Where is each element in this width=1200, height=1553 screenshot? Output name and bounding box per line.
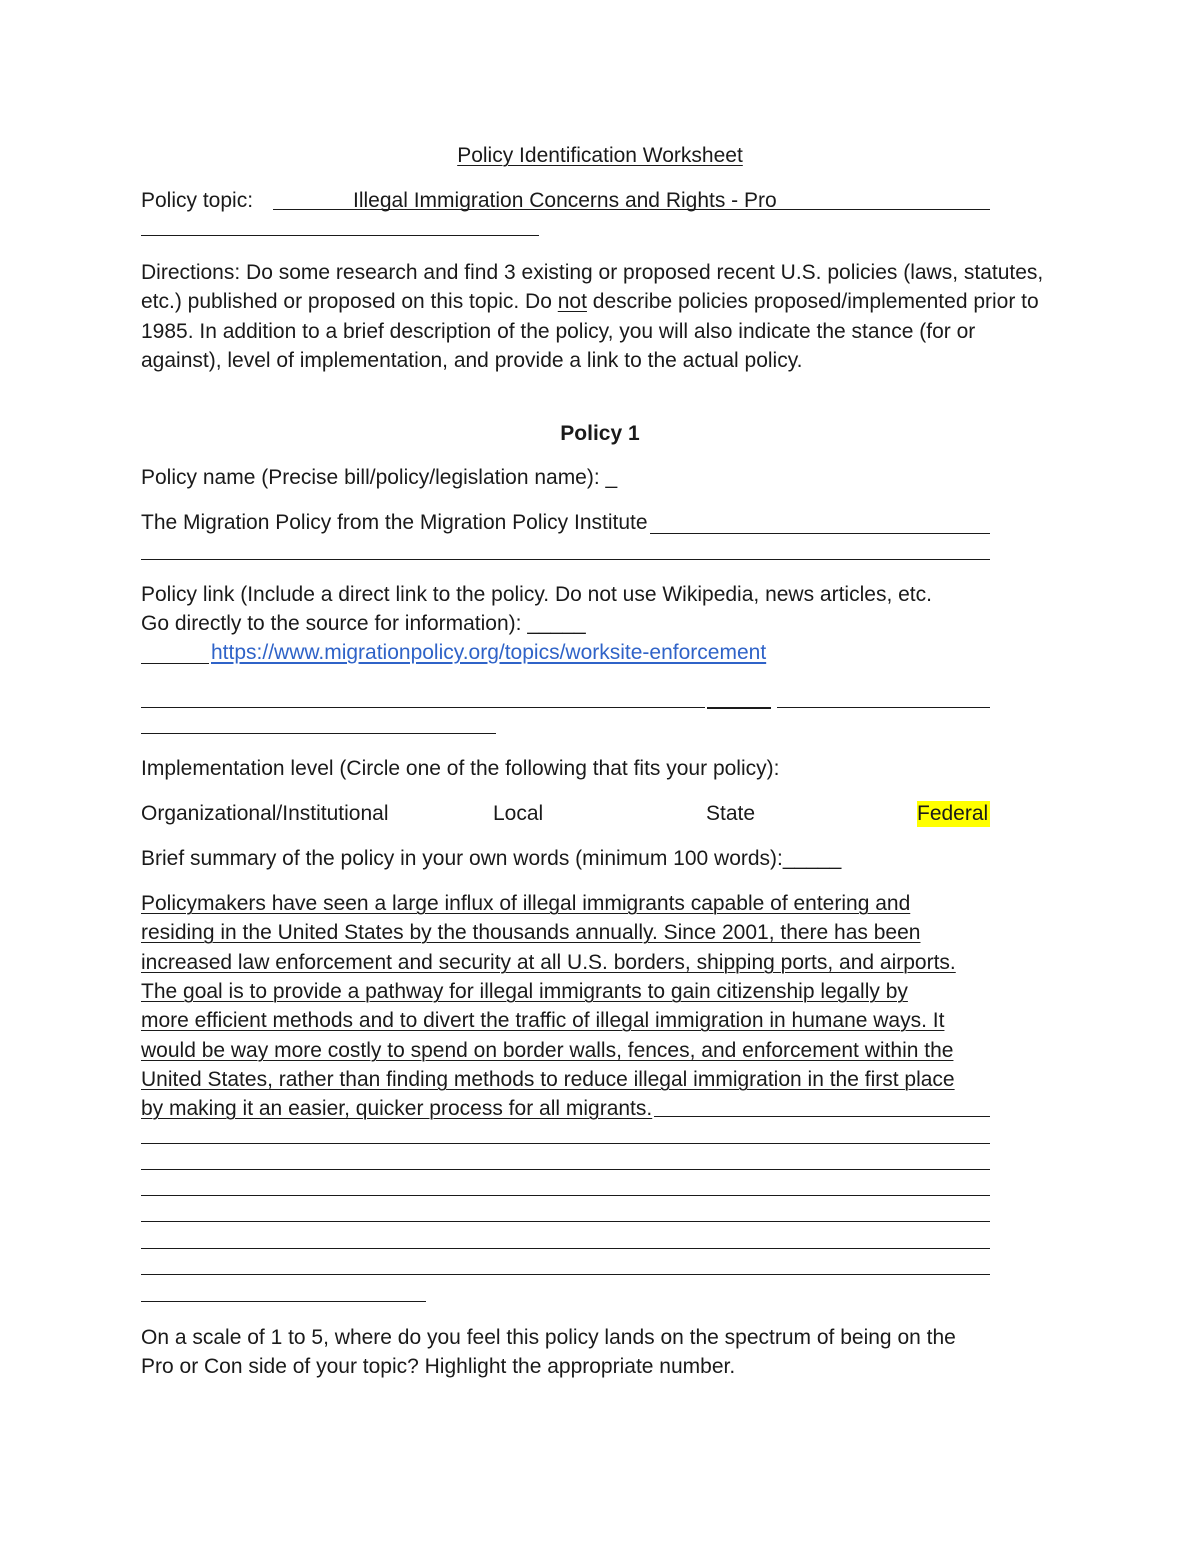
scale-question-line-1: On a scale of 1 to 5, where do you feel this policy lands on the spectrum of being on the bbox=[141, 1326, 956, 1349]
implementation-option-state[interactable]: State bbox=[706, 802, 756, 825]
policy-heading: Policy 1 bbox=[560, 422, 640, 445]
summary-line: residing in the United States by the thousands annually. Since 2001, there has been bbox=[141, 921, 921, 944]
directions-paragraph bbox=[141, 258, 1061, 376]
topic-value: Illegal Immigration Concerns and Rights - Pro bbox=[353, 189, 777, 212]
directions-text-2: describe policies proposed/implemented prior to 1985. In addition to a brief description of the policy, you will also indicate the stance (for or against), level of implementation, and provide a link to the actual policy. bbox=[141, 290, 1039, 373]
summary-line: would be way more costly to spend on border walls, fences, and enforcement within the bbox=[141, 1039, 954, 1062]
directions-not-emphasis: not bbox=[557, 290, 587, 314]
implementation-option-local[interactable]: Local bbox=[493, 802, 544, 825]
implementation-option-organizational[interactable]: Organizational/Institutional bbox=[141, 802, 389, 825]
topic-label: Policy topic: bbox=[141, 189, 254, 212]
summary-blank-line-short bbox=[141, 1301, 426, 1302]
summary-blank-line bbox=[141, 1195, 990, 1196]
implementation-option-federal[interactable]: Federal bbox=[917, 802, 989, 825]
policy-link-blank-line-c bbox=[777, 707, 990, 708]
summary-line: United States, rather than finding methods to reduce illegal immigration in the first place bbox=[141, 1068, 955, 1091]
summary-blank-line bbox=[141, 1274, 990, 1275]
implementation-label: Implementation level (Circle one of the following that fits your policy): bbox=[141, 757, 780, 780]
policy-name-value: The Migration Policy from the Migration Policy Institute bbox=[141, 511, 648, 534]
summary-blank-line bbox=[141, 1221, 990, 1222]
policy-link-blank-line-b bbox=[707, 707, 771, 709]
summary-blank-line bbox=[141, 1143, 990, 1144]
summary-line: Policymakers have seen a large influx of illegal immigrants capable of entering and bbox=[141, 892, 911, 915]
policy-link-label-2: Go directly to the source for information): _____ bbox=[141, 612, 586, 635]
page-title: Policy Identification Worksheet bbox=[457, 144, 743, 167]
summary-blank-line bbox=[141, 1248, 990, 1249]
summary-label: Brief summary of the policy in your own words (minimum 100 words):_____ bbox=[141, 847, 842, 870]
topic-blank-line-2 bbox=[141, 235, 539, 236]
policy-link-blank-line-a bbox=[141, 707, 705, 708]
summary-blank-line bbox=[141, 1169, 990, 1170]
summary-line: The goal is to provide a pathway for illegal immigrants to gain citizenship legally by bbox=[141, 980, 908, 1003]
policy-link-lead-line bbox=[141, 663, 209, 664]
policy-link-label-1: Policy link (Include a direct link to the policy. Do not use Wikipedia, news articles, etc. bbox=[141, 583, 932, 606]
directions-text-1: Directions: Do some research and find 3 existing or proposed recent U.S. policies (laws, statutes, etc.) published or proposed on this topic. Do bbox=[141, 261, 1044, 314]
summary-line: more efficient methods and to divert the traffic of illegal immigration in humane ways. It bbox=[141, 1009, 945, 1032]
scale-question-line-2: Pro or Con side of your topic? Highlight the appropriate number. bbox=[141, 1355, 736, 1378]
summary-line: by making it an easier, quicker process for all migrants. bbox=[141, 1097, 653, 1120]
summary-line: increased law enforcement and security at all U.S. borders, shipping ports, and airports. bbox=[141, 951, 956, 974]
policy-link-url[interactable]: https://www.migrationpolicy.org/topics/worksite-enforcement bbox=[211, 641, 767, 664]
policy-name-label: Policy name (Precise bill/policy/legislation name): _ bbox=[141, 466, 618, 489]
policy-name-blank-line-2 bbox=[141, 559, 990, 560]
policy-link-blank-line-2 bbox=[141, 733, 496, 734]
